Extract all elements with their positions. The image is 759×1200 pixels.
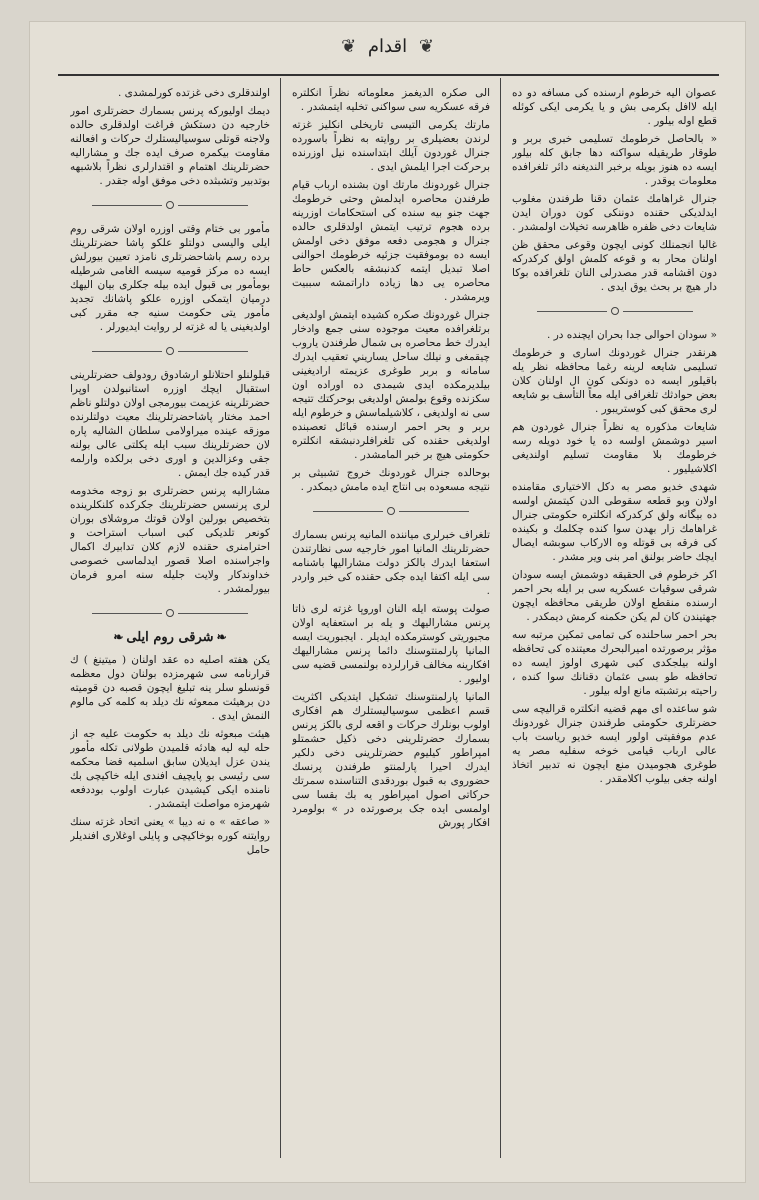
article-paragraph: قبلولنلو احتلانلو ارشادوق رودولف حضرتلرینی استقبال ایچك اوزره استانبولدن اوپرا حضرتلرینه عزیمت بیورمجی اولان دولتلو ناظم احمد مختار پاشاحضرتلرینك معیت دولتلرنده موزقه عینده میراولامی سلطان الشالیه پاره لان حضرتلرینك سبب ایله یکلتی عالی بولنه جقی وعزالدین و اوری دخی برلکده وارلمه قدر کیده جك ایمش . (70, 369, 270, 479)
article-paragraph: جنرال غوردونك مارتك اون بشنده ارباب قیام طرفندن محاصره ایدلمش وحتی خرطومك جهت جنو بیه سنده کی استحکامات اوزرینه برده هجوم ترتیب ایتمش اولدقلری حالده جنرال و هجومی دفعه موفق دخی اولمش ایسه ده بوموفقیت جزئیه خرطومك احوالنی اصلا تبدیل ایتمه کدنبشقه بالعکس حاط محاصره یی دها زیاده داراتمشه سببیت ویرمشدر . (292, 179, 490, 303)
ornament-icon: ❦ (341, 36, 357, 57)
article-paragraph: یکن هفته اصلیه ده عقد اولنان ( میتینغ ) ك قرارنامه سی شهرمزده بولنان دول معظمه قونسلو سلر ینه تبلیغ ایچون قصبه دن قومیته دن برهیئت ممعوثه نك دیلد به کلمه کی مالوم النمش ایدی . (70, 654, 270, 722)
ornament-icon: ❧ (113, 630, 124, 644)
section-separator (512, 304, 717, 318)
column-right (512, 86, 717, 1156)
article-paragraph: عصوان الیه خرطوم ارسنده کی مسافه دو ده ایله لاافل بکرمی بش و یا یکرمی ایکی کوئله قطع اوله بیلور . (512, 87, 717, 127)
section-title-text: شرقی روم ایلی (126, 630, 214, 645)
article-paragraph: بحر احمر ساحلنده کی تمامی تمکین مرتبه سه مؤثر برصورتده امیرالبحرك معیتنده کی تحافظه اولنه بیلجکدی کبی شهری اولوز ایسه ده تحافظه طو بسی عثمان دقنانك سوا کنده ، راحیته برتشبته مانع اوله بیلور . (512, 629, 717, 697)
section-separator (70, 198, 270, 212)
column-divider (280, 78, 281, 1158)
article-paragraph: صولت پوسته ایله النان اوروپا غزته لری ذاتا پرنس مشارالیهك و یله بر استعفایه اولان مجبوریتی کوسترمکده ایدیلر . ایجبوریت ایسه المانیا پارلمنتوسنك دائما پرنس مشارالیهك افکارینه مخالف قرارلرده بولنمسی قضیه سی اولیور . (292, 603, 490, 685)
article-paragraph: مشارالیه پرنس حضرتلری بو زوجه مخدومه لری پرنسس حضرتلرینك جکرکده کلنکلرینده بتخصیص بورلین اولان قوتك مروشلای بوران کونعر تلدیکی کبی اسباب استراحت و احترامنری حقنده لازم کلان تدابیرك اکمال واجراسنده اصلا قصور ایدلماسی خصوصی خداوندکار ولایت جلیله سنه امرو فرمان بیورلمشدر . (70, 485, 270, 595)
article-paragraph: « بالحاصل خرطومك تسلیمی خبری بربر و طوقار طریقیله سواکنه دها جابق کله بیلور ایسه ده هنوز بویله برخبر الندیغنه دائر تلغرافده معلومات یوقدر . (512, 133, 717, 187)
section-separator (292, 504, 490, 518)
article-paragraph: « سودان احوالی جدا بحران ایچنده در . (547, 329, 717, 341)
article-paragraph: شو ساعتده ای مهم قضیه انکلتره قرالیچه سی حضرتلری حکومتی طرفندن جنرال غوردونك عدم موفقیتی اولور ایسه خدیو ریاست باب عالی ارباب قیامی خوخه سفلیه مصر یه طوغری هجومیدن منع ایچون نه تدبیر اتخاذ اولنه جغی بیلوب اکلامقدر . (512, 703, 717, 785)
article-paragraph: هرنقدر جنرال غوردونك اساری و خرطومك تسلیمی شایعه لرینه رغما محافظه نظر یله باقیلور ایسه ده دونکی کون ال اولنان کلان بعض حوادثك تلغرافی ایله معاً التأسف بو شایعه لری محقق کبی کوستریبور . (512, 347, 717, 415)
header-rule (58, 74, 719, 76)
article-paragraph: المانیا پارلمنتوسنك تشکیل ایتدیکی اکثریت قسم اعظمی سوسیالیستلرك هم افکاری اولوب بونلرك حرکات و اقعه لری بالکز پرنس بسمارك حضرتلرینی دخی ذکیل حشمتلو امپراطور کیلیوم حضرتلرینی دخی دلکیر ایدرك احیرا پارلمنتو طرفندن پرنسك حضوروی به قبول بوردقدی التناسنده سمرتك حرکاتی اصول امپراطور یه بك بقسا سی اولمسی ایده جک برصورتده در » بولومرد افکار پورش (292, 691, 490, 829)
article-paragraph: بوحالده جنرال غوردونك خروج تشبیثی بر نتیجه مسعوده بی انتاج ایده مامش دیمکدر . (292, 467, 490, 493)
section-title (70, 630, 270, 645)
masthead-title: اقدام (367, 36, 408, 57)
article-paragraph: جنرال غراهامك عثمان دقنا طرفندن مغلوب ایدلدیکی حقنده دوننکی کون دوران ایدن شایعات دخی ظفره ظاهرسه تخیلات اولمشدر . (512, 193, 717, 233)
article-paragraph: اولندقلری دخی غزتده کورلمشدی . (117, 87, 270, 99)
article-paragraph: « صاعقه » ه نه دیبا » یعنی اتحاد غزته سنك روایتنه کوره بوخاکیچی و پایلی اوغلاری افندیلر حامل (70, 816, 270, 856)
ornament-icon: ❧ (216, 630, 227, 644)
column-divider (500, 78, 501, 1158)
article-paragraph: تلغراف خبرلری میاننده المانیه پرنس بسمارك حضرتلرینك المانیا امور خارجیه سی نظارتندن استعفا ایدرك بالکز دولت مشارالیها باشنامه سی ایله اکتفا ایده جکی حقنده کی خبر واردر . (292, 529, 490, 597)
ornament-icon: ❦ (418, 36, 434, 57)
article-paragraph: مأمور بی ختام وقتی اوزره اولان شرقی روم ایلی والیسی دولتلو علکو پاشا حضرتلرینك برده رسم باشاحضرتلری نامزد تعیین بیورلش ایسه ده مرکز قومیه سیسه الغامی شرطیله بومأمور بی قبول ایده بیله جکلری بیان الیهك درمیان ایتمکی اوزره علکو پاشانك تجدید مأمور یتی حکومت سنیه جه مقرر کبی اولدیغینی یا له غزته لر روایت ایدیورلر . (70, 223, 270, 333)
newspaper-page (30, 22, 745, 1182)
section-separator (70, 344, 270, 358)
article-paragraph: مارتك یکرمی التیسی تاریخلی انکلیز غزته لرندن بعضیلری بر روایته به نظراً باسورده جنرال غوردون آیلك ابتداسنده نیل اوزرنده برحرکت اجرا ایلمش ایدی . (292, 119, 490, 173)
column-left (70, 86, 270, 1156)
article-paragraph: الی صکره الدیغمز معلوماته نظراً انکلتره فرقه عسکریه سی سواکنی تخلیه ایتمشدر . (292, 87, 490, 113)
article-paragraph: هیئت مبعوثه نك دیلد به حکومت علیه جه از حله لیه لیه هادئه قلمیدن طولانی تکله مأمور یندن عزل ایدیلان سابق اسلمیه قضا محکمه سی رئیسی بو پایچیف افندی ایله خاکیچی بك نامنده ایکی کیشیدن عبارت اولوب بوددفعه شهرمزه مواصلت ایتمشدر . (70, 728, 270, 810)
article-paragraph: اکر خرطوم فی الحقیقه دوشمش ایسه سودان شرقی سوقیات عسکریه سی بر ایله بحر احمر ارسنده منقطع اولان طریقی محافظه ایچون جهتیندن کان لم یکن حکمنه کرمش دیمکدر . (512, 569, 717, 623)
column-middle (292, 86, 490, 1156)
masthead (30, 36, 745, 70)
article-paragraph: جنرال غوردونك صکره کشیده ایتمش اولدیغی برتلغرافده معیت موجوده سنی جمع وادخار ایدرك خط محاصره بی شمال طرفندن یاروب چیقمغی و نیلك ساحل یساریني تعقیب ایدرك سامانه و بربر طوغری عزیمته ارادیغینی بیلدیرمکده ایدی شیمدی ده اوراده اون سکزنده وقوع بولمش اولدیغی بوحرکتك تتیجه سی نه اولدیغی ، کلاشیلماسش و خرطوم ایله بربر و بحر احمر ارسنده قبائل تعصبنده اولدیغی حقنده کی تلغرافلردنبشقه انکلتره حکومتی هیچ بر خبر المامشدر . (292, 309, 490, 461)
article-paragraph: شایعات مذکوره یه نظراً جنرال غوردون هم اسیر دوشمش اولسه ده یا خود دویله رسه خرطومك بلا مقاومت تسلیم اولندیغی اکلاشیلیور . (512, 421, 717, 475)
article-paragraph: دیمك اولیورکه پرنس بسمارك حضرتلری امور خارجیه دن دستکش فراغت اولدقلری حالده ولاجنه قوتلی سوسیالیستلرك حرکات و افعالنه مقاومت بیکمره صرف ایده جك و مشارالیه حضرتلرینك اهتمام و اقتدارلری نظراً بلاشبهه بوتدبیر وتشبثده دخی موفق اوله جقدر . (70, 105, 270, 187)
article-paragraph: شهدی خدیو مصر به دکل الاختیاری مقامنده اولان وبو قطعه سقوطی الدن کیتمش اولسه ده بیگانه ولق کرکدرکه انکلتره حکومتی جنرال غراهامك زار بهدن سوا کنده چکلمك و بکینده کی فرقه بی قوتله وه الارکاب سوبشه ایصال ایچك حاضر بولنق امر بنی ویر مشدر . (512, 481, 717, 563)
article-paragraph: غالبا انجمنلك کونی ایچون وقوعی محقق ظن اولنان محار به و قوعه کلمش اولق کرکدرکه دون اقشامه قدر مصدرلی النان تلغرافده بوکا دار هیچ بر بحث یوق ایدی . (512, 239, 717, 293)
section-separator (70, 606, 270, 620)
